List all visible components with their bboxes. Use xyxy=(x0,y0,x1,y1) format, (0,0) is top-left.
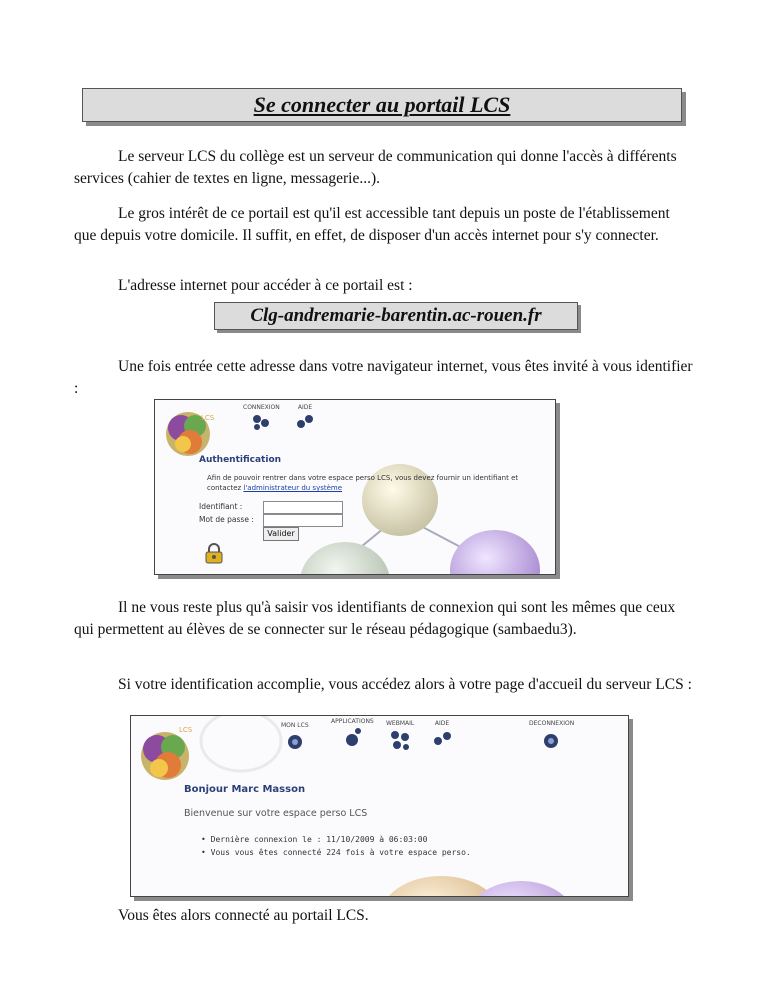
portal-address: Clg-andremarie-barentin.ac-rouen.fr xyxy=(250,305,542,326)
nav-aide[interactable] xyxy=(293,404,317,435)
nav-mon-lcs-label: MON LCS xyxy=(281,722,309,729)
nav-webmail[interactable] xyxy=(386,720,414,757)
paragraph-identify: Une fois entrée cette adresse dans votre navigateur internet, vous êtes invité à vous identifier : xyxy=(74,358,693,397)
nav-mon-lcs[interactable] xyxy=(281,722,309,757)
auth-intro-text: Afin de pouvoir rentrer dans votre espace perso LCS, vous devez fournir un identifiant et contactez xyxy=(207,474,519,492)
lcs-logo-icon xyxy=(163,406,217,460)
valider-button[interactable]: Valider xyxy=(263,527,299,541)
paragraph-connected: Vous êtes alors connecté au portail LCS. xyxy=(118,907,369,924)
svg-text:LCS: LCS xyxy=(179,726,193,734)
login-count: Vous vous êtes connecté 224 fois à votre espace perso. xyxy=(210,848,471,857)
login-screenshot xyxy=(154,399,556,575)
auth-heading: Authentification xyxy=(199,455,282,465)
paragraph-credentials: Il ne vous reste plus qu'à saisir vos identifiants de connexion qui sont les mêmes que ceux qui permettent au élèves de se connecter sur le réseau pédagogique (sambaedu3). xyxy=(74,599,676,638)
paragraph-home: Si votre identification accomplie, vous accédez alors à votre page d'accueil du serveur LCS : xyxy=(118,676,692,693)
list-item: • Dernière connexion le : 11/10/2009 à 06:03:00 xyxy=(201,835,428,844)
deconnexion-icon xyxy=(539,727,565,751)
nav-aide-home[interactable] xyxy=(429,720,455,755)
document-title: Se connecter au portail LCS xyxy=(253,92,511,117)
home-welcome: Bienvenue sur votre espace perso LCS xyxy=(184,808,368,819)
home-screenshot xyxy=(130,715,629,897)
applications-icon xyxy=(339,725,365,749)
address-box xyxy=(214,302,578,330)
nav-connexion-label: CONNEXION xyxy=(243,404,280,411)
mon-lcs-icon xyxy=(282,729,308,753)
password-input[interactable] xyxy=(263,514,343,527)
nav-aide-label: AIDE xyxy=(297,404,313,411)
nav-deconnexion-label: DECONNEXION xyxy=(529,720,575,727)
paragraph-intro: Le serveur LCS du collège est un serveur de communication qui donne l'accès à différents services (cahier de textes en ligne, messagerie...). xyxy=(74,148,677,187)
last-login: Dernière connexion le : 11/10/2009 à 06:03:00 xyxy=(210,835,428,844)
nav-deconnexion[interactable] xyxy=(529,720,574,755)
lcs-logo-icon-home xyxy=(139,718,199,788)
admin-link[interactable]: l'administrateur du système xyxy=(243,484,343,492)
home-greeting: Bonjour Marc Masson xyxy=(184,784,306,795)
nav-applications-label: APPLICATIONS xyxy=(331,718,374,725)
webmail-icon xyxy=(387,727,413,753)
nav-applications[interactable] xyxy=(331,718,374,753)
password-label: Mot de passe : xyxy=(199,515,254,524)
document-title-box xyxy=(82,88,682,122)
lock-icon xyxy=(203,542,225,564)
identifiant-input[interactable] xyxy=(263,501,343,514)
aide-icon-home xyxy=(429,727,455,751)
nav-webmail-label: WEBMAIL xyxy=(386,720,415,727)
aide-icon xyxy=(293,411,317,431)
identifiant-label: Identifiant : xyxy=(199,502,243,511)
connexion-icon xyxy=(249,411,273,431)
nav-connexion[interactable] xyxy=(243,404,280,435)
svg-text:LCS: LCS xyxy=(201,414,215,422)
home-info-list xyxy=(201,833,471,859)
paragraph-access: Le gros intérêt de ce portail est qu'il est accessible tant depuis un poste de l'établissement que depuis votre domicile. Il suffit, en effet, de disposer d'un accès internet pour s'y connecter. xyxy=(74,205,670,244)
nav-aide-home-label: AIDE xyxy=(434,720,450,727)
list-item: • Vous vous êtes connecté 224 fois à votre espace perso. xyxy=(201,848,471,857)
auth-intro xyxy=(207,473,547,493)
paragraph-address-intro: L'adresse internet pour accéder à ce portail est : xyxy=(118,277,413,294)
